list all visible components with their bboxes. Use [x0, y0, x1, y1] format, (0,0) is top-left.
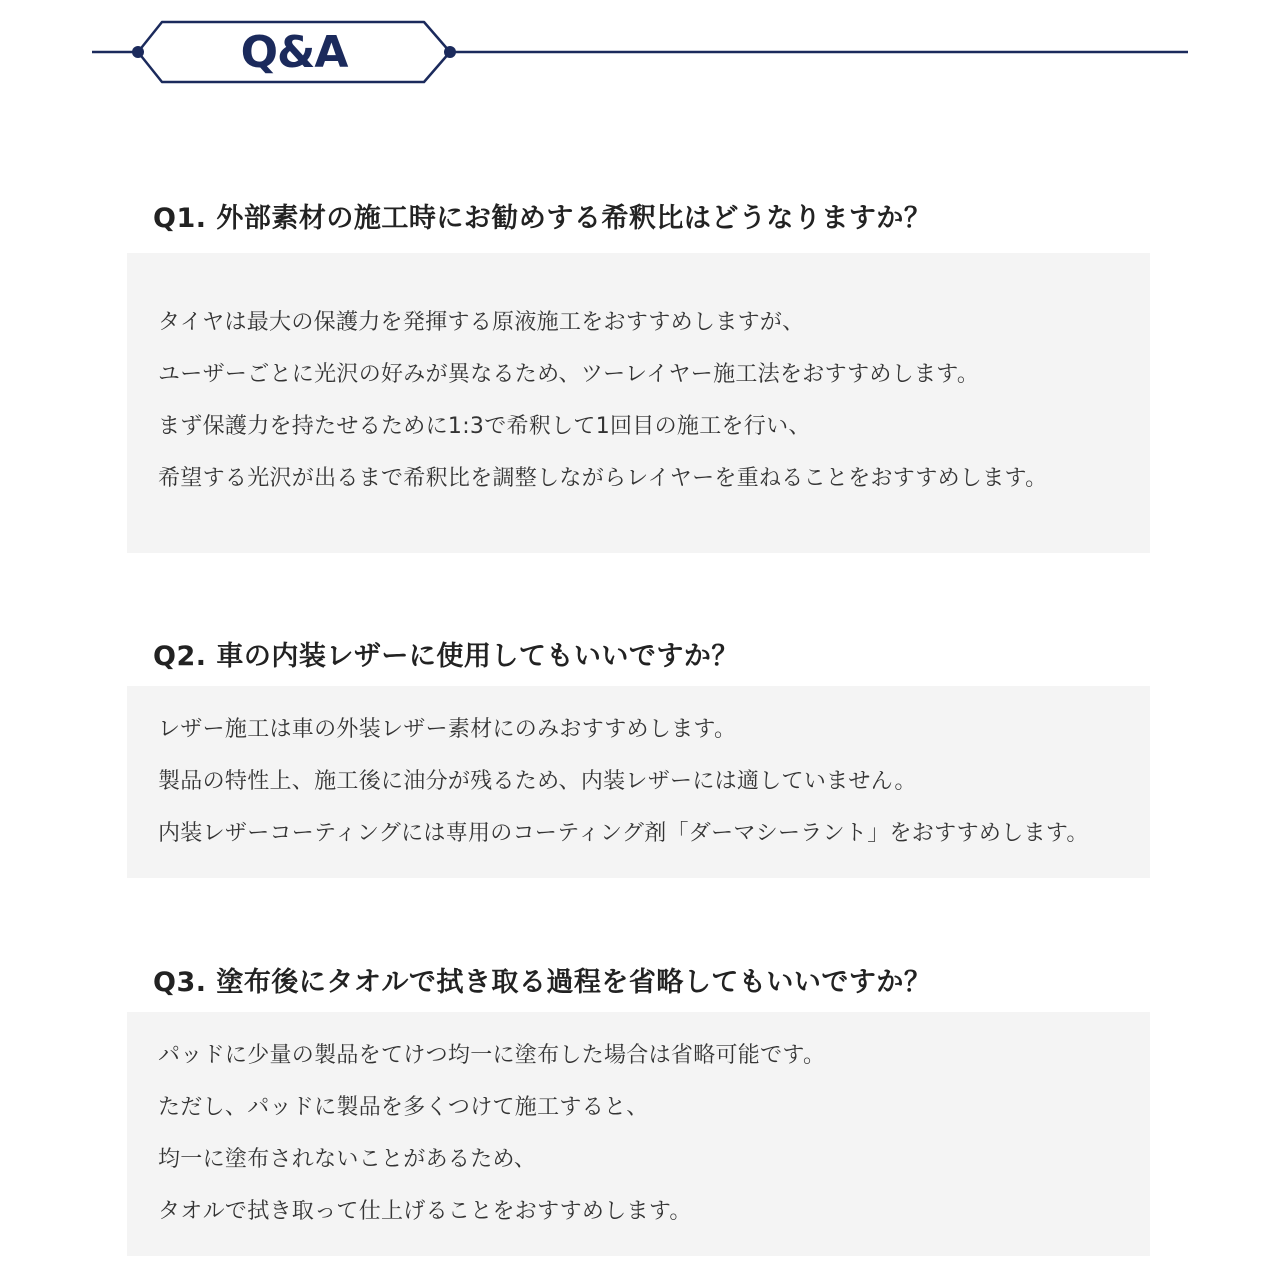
answer-line: タイヤは最大の保護力を発揮する原液施工をおすすめしますが、 — [158, 310, 805, 335]
answer-line: パッドに少量の製品をてけつ均一に塗布した場合は省略可能です。 — [158, 1043, 826, 1068]
answer-line: タオルで拭き取って仕上げることをおすすめします。 — [158, 1199, 692, 1224]
faq-item-3 — [127, 954, 1150, 1257]
answer-line: 内装レザーコーティングには専用のコーティング剤「ダーマシーラント」をおすすめします。 — [158, 821, 1089, 846]
question-3: Q3. 塗布後にタオルで拭き取る過程を省略してもいいですか？ — [153, 967, 932, 998]
qa-header — [0, 0, 1280, 100]
answer-line: ユーザーごとに光沢の好みが異なるため、ツーレイヤー施工法をおすすめします。 — [158, 362, 980, 387]
page-title: Q&A — [240, 27, 348, 78]
answer-line: レザー施工は車の外装レザー素材にのみおすすめします。 — [158, 717, 737, 742]
answer-line: 均一に塗布されないことがあるため、 — [158, 1147, 537, 1172]
answer-line: 希望する光沢が出るまで希釈比を調整しながらレイヤーを重ねることをおすすめします。 — [158, 466, 1048, 491]
faq-item-1 — [127, 190, 1150, 554]
answer-line: まず保護力を持たせるために1:3で希釈して1回目の施工を行い、 — [158, 414, 811, 439]
answer-line: 製品の特性上、施工後に油分が残るため、内装レザーには適していません。 — [158, 769, 917, 794]
faq-item-2 — [127, 628, 1150, 880]
question-2: Q2. 車の内装レザーに使用してもいいですか？ — [153, 641, 739, 672]
answer-box-3 — [127, 1012, 1150, 1256]
answer-box-1 — [127, 253, 1150, 553]
answer-line: ただし、パッドに製品を多くつけて施工すると、 — [158, 1095, 649, 1120]
question-1: Q1. 外部素材の施工時にお勧めする希釈比はどうなりますか？ — [153, 203, 932, 234]
answer-box-2 — [127, 686, 1150, 878]
